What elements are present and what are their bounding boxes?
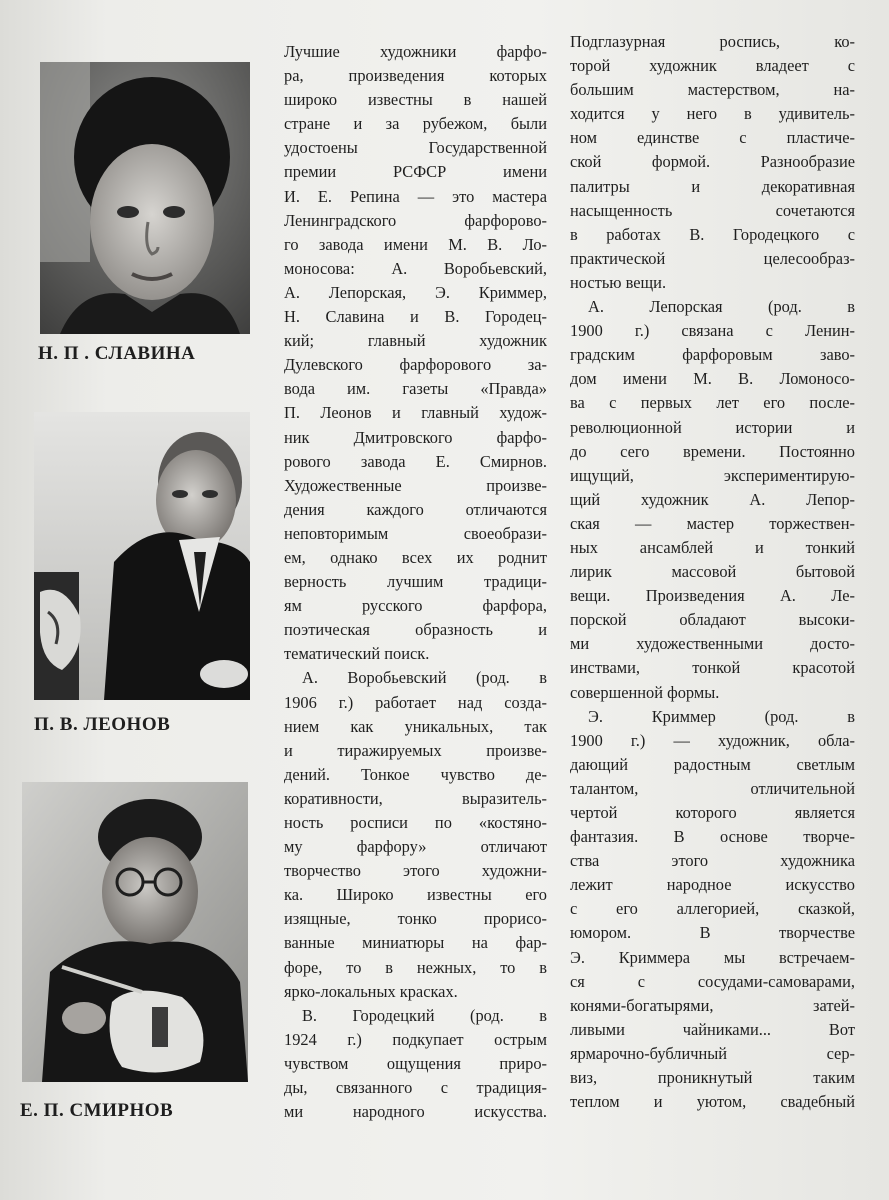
text-line: дом имени М. В. Ломоносо-	[570, 369, 855, 389]
text-line: лежит народное искусство	[570, 875, 855, 895]
text-line: Художественные произве-	[284, 475, 547, 495]
text-line: ливыми чайниками... Вот	[570, 1019, 855, 1039]
text-line: дения каждого отличаются	[284, 499, 547, 519]
text-line: Дулевского фарфорового за-	[284, 355, 547, 375]
text-line: ской формой. Разнообразие	[570, 152, 855, 172]
text-line: вещи. Произведения А. Ле-	[570, 586, 855, 606]
text-line: И. Е. Репина — это мастера	[284, 186, 547, 206]
text-line: ходится у него в удивитель-	[570, 104, 855, 124]
text-line: виз, проникнутый таким	[570, 1068, 855, 1088]
text-line: юмором. В творчестве	[570, 923, 855, 943]
text-line: ям русского фарфора,	[284, 596, 547, 616]
text-line: коративности, выразитель-	[284, 788, 547, 808]
text-line: ды, связанного с традиция-	[284, 1078, 547, 1098]
text-line: А. Воробьевский (род. в	[302, 668, 547, 688]
text-line: 1900 г.) связана с Ленин-	[570, 321, 855, 341]
text-line: ном единстве с пластиче-	[570, 128, 855, 148]
text-line: дений. Тонкое чувство де-	[284, 764, 547, 784]
text-line: го завода имени М. В. Ло-	[284, 234, 547, 254]
text-line: широко известны в нашей	[284, 90, 547, 110]
text-line: Подглазурная роспись, ко-	[570, 32, 855, 51]
portrait-photo-smirnov	[22, 782, 248, 1082]
text-line: Э. Криммер (род. в	[588, 706, 855, 726]
text-line: Э. Криммера мы встречаем-	[570, 947, 855, 967]
text-line: градским фарфоровым заво-	[570, 345, 855, 365]
portrait-photo-leonov	[34, 412, 250, 700]
caption-slavina: Н. П . СЛАВИНА	[38, 343, 196, 364]
text-line: талантом, отличительной	[570, 778, 855, 798]
text-line: А. Лепорская, Э. Криммер,	[284, 282, 547, 302]
caption-leonov: П. В. ЛЕОНОВ	[34, 714, 171, 735]
text-line: дающий радостным светлым	[570, 754, 855, 774]
text-line: Ленинградского фарфорово-	[284, 210, 547, 230]
text-line: ская — мастер торжествен-	[570, 513, 855, 533]
text-line: практической целесообраз-	[570, 248, 855, 268]
text-line: ся с сосудами-самоварами,	[570, 971, 855, 991]
text-line: ник Дмитровского фарфо-	[284, 427, 547, 447]
text-line: чувством ощущения приро-	[284, 1053, 547, 1073]
text-line: моносова: А. Воробьевский,	[284, 258, 547, 278]
text-line: тематический поиск.	[284, 644, 430, 664]
text-line: и тиражируемых произве-	[284, 740, 547, 760]
text-line: ярко-локальных красках.	[284, 981, 458, 1001]
portrait-photo-slavina	[40, 62, 250, 334]
text-line: вода им. газеты «Правда»	[284, 379, 547, 399]
text-line: торой художник владеет с	[570, 56, 855, 76]
text-line: инствами, тонкой красотой	[570, 658, 855, 678]
text-line: Н. Славина и В. Городец-	[284, 307, 547, 327]
text-line: палитры и декоративная	[570, 176, 855, 196]
text-line: ми народного искусства.	[284, 1102, 547, 1122]
text-line: творчество этого художни-	[284, 861, 547, 881]
text-line: насыщенность сочетаются	[570, 200, 855, 220]
text-line: щий художник А. Лепор-	[570, 489, 855, 509]
text-line: ра, произведения которых	[284, 66, 547, 86]
text-line: ства этого художника	[570, 851, 855, 871]
text-line: чертой которого является	[570, 803, 855, 822]
text-line: до сего времени. Постоянно	[570, 441, 855, 461]
text-line: конями-богатырями, затей-	[570, 995, 855, 1015]
text-line: 1924 г.) подкупает острым	[284, 1029, 547, 1049]
text-line: верность лучшим традици-	[284, 572, 547, 592]
text-line: революционной истории и	[570, 417, 855, 437]
text-line: 1906 г.) работает над созда-	[284, 692, 547, 712]
text-line: удостоены Государственной	[284, 138, 547, 158]
text-line: теплом и уютом, свадебный	[570, 1092, 855, 1112]
caption-smirnov: Е. П. СМИРНОВ	[20, 1100, 174, 1121]
text-line: стране и за рубежом, были	[284, 114, 547, 134]
text-line: му фарфору» отличают	[284, 837, 547, 857]
text-line: премии РСФСР имени	[284, 162, 547, 182]
text-line: с его аллегорией, сказкой,	[570, 899, 855, 919]
text-line: ми художественными досто-	[570, 634, 855, 654]
text-line: в работах В. Городецкого с	[570, 224, 855, 244]
text-line: А. Лепорская (род. в	[588, 297, 855, 317]
text-line: изящные, тонко прорисо-	[284, 909, 547, 929]
text-line: ность росписи по «костяно-	[284, 813, 547, 832]
text-line: П. Леонов и главный худож-	[284, 403, 547, 423]
text-column-1	[284, 40, 547, 1124]
text-line: фантазия. В основе творче-	[570, 827, 855, 847]
text-line: кий; главный художник	[284, 331, 547, 351]
text-line: совершенной формы.	[570, 682, 720, 702]
text-line: ка. Широко известны его	[284, 885, 547, 905]
text-column-2	[570, 30, 855, 1114]
text-line: форе, то в нежных, то в	[284, 957, 547, 977]
text-line: ем, однако всех их роднит	[284, 547, 547, 567]
text-line: лирик массовой бытовой	[570, 562, 855, 582]
text-line: порской обладают высоки-	[570, 610, 855, 630]
text-line: поэтическая образность и	[284, 620, 547, 640]
text-line: 1900 г.) — художник, обла-	[570, 730, 855, 750]
text-line: большим мастерством, на-	[570, 80, 855, 100]
text-line: ванные миниатюры на фар-	[284, 933, 547, 953]
text-line: В. Городецкий (род. в	[302, 1005, 547, 1025]
text-line: Лучшие художники фарфо-	[284, 42, 547, 61]
text-line: ностью вещи.	[570, 272, 667, 292]
text-line: нием как уникальных, так	[284, 716, 547, 736]
text-line: ва с первых лет его после-	[570, 393, 855, 413]
text-line: ищущий, экспериментирую-	[570, 465, 855, 485]
text-line: неповторимым своеобрази-	[284, 523, 547, 543]
text-line: ных ансамблей и тонкий	[570, 537, 855, 557]
text-line: рового завода Е. Смирнов.	[284, 451, 547, 471]
text-line: ярмарочно-бубличный сер-	[570, 1043, 855, 1063]
